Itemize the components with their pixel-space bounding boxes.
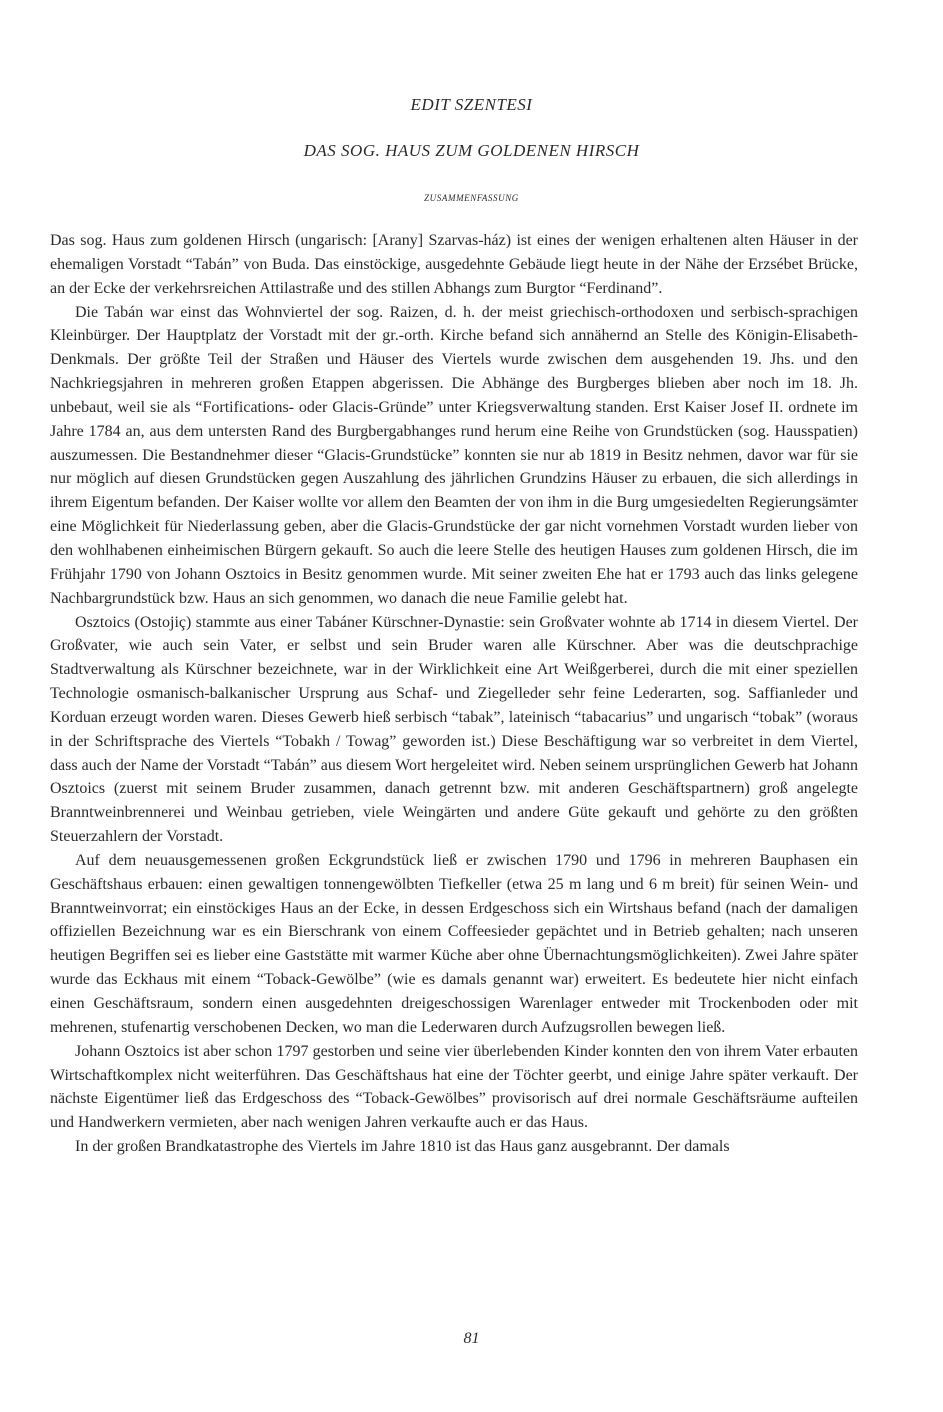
article-body — [50, 229, 858, 1159]
article-title: DAS SOG. HAUS ZUM GOLDENEN HIRSCH — [303, 141, 640, 160]
paragraph: Das sog. Haus zum goldenen Hirsch (ungarisch: [Arany] Szarvas-ház) ist eines der wenigen erhaltenen alten Häuser in der ehemaligen Vorstadt “Tabán” von Buda. Das einstöckige, ausgedehnte Gebäude liegt heute in der Nähe der Erzsébet Brücke, an der Ecke der verkehrsreichen Attilastraße und des stillen Abhangs zum Burgtor “Ferdinand”. — [50, 232, 858, 297]
section-subtitle: ZUSAMMENFASSUNG — [424, 193, 519, 203]
paragraph: Die Tabán war einst das Wohnviertel der sog. Raizen, d. h. der meist griechisch-orthodoxen und serbisch-sprachigen Kleinbürger. Der Hauptplatz der Vorstadt mit der gr.-orth. Kirche befand sich annähernd an Stelle des Königin-Elisabeth-Denkmals. Der größte Teil der Straßen und Häuser des Viertels wurde zwischen dem ausgehenden 19. Jhs. und den Nachkriegsjahren in mehreren großen Etappen abgerissen. Die Abhänge des Burgberges blieben aber noch im 18. Jh. unbebaut, weil sie als “Fortifications- oder Glacis-Gründe” unter Kriegsverwaltung standen. Erst Kaiser Josef II. ordnete im Jahre 1784 an, aus dem untersten Rand des Burgbergabhanges rund herum eine Reihe von Grundstücken (sog. Hausspatien) auszumessen. Die Bestandnehmer dieser “Glacis-Grundstücke” konnten sie nur ab 1819 in Besitz nehmen, davor war für sie nur möglich auf diesen Grundstücken gegen Auszahlung des jährlichen Grundzins Häuser zu erbauen, die sich allerdings in ihrem Eigentum befanden. Der Kaiser wollte vor allem den Beamten der von ihm in die Burg umgesiedelten Regierungsämter eine Möglichkeit für Niederlassung geben, aber die Glacis-Grundstücke der gar nicht vornehmen Vorstadt wurden lieber von den wohlhabenen einheimischen Bürgern gekauft. So auch die leere Stelle des heutigen Hauses zum goldenen Hirsch, die im Frühjahr 1790 von Johann Osztoics in Besitz genommen wurde. Mit seiner zweiten Ehe hat er 1793 auch das links gelegene Nachbargrundstück bzw. Haus an sich genommen, wo danach die neue Familie gelebt hat. — [50, 303, 858, 607]
paragraph: Auf dem neuausgemessenen großen Eckgrundstück ließ er zwischen 1790 und 1796 in mehreren Bauphasen ein Geschäftshaus erbauen: einen gewaltigen tonnengewölbten Tiefkeller (etwa 25 m lang und 6 m breit) für seinen Wein- und Branntweinvorrat; ein einstöckiges Haus an der Ecke, in dessen Erdgeschoss sich ein Wirtshaus befand (nach der damaligen offiziellen Bezeichnung war es ein Bierschrank von einem Coffeesieder gepächtet und in Betrieb gehalten; nach unseren heutigen Begriffen sei es lieber eine Gaststätte mit warmer Küche aber ohne Übernachtungsmöglichkeiten). Zwei Jahre später wurde das Eckhaus mit einem “Toback-Gewölbe” (wie es damals genannt war) erweitert. Es bedeutete hier nicht einfach einen Geschäftsraum, sondern einen ausgedehnten dreigeschossigen Warenlager entweder mit Trockenboden oder mit mehrenen, stufenartig verschobenen Decken, wo man die Lederwaren durch Aufzugsrollen bewegen ließ. — [50, 851, 858, 1036]
author-name: EDIT SZENTESI — [410, 95, 533, 114]
paragraph: Osztoics (Ostojiç) stammte aus einer Tabáner Kürschner-Dynastie: sein Großvater wohnte ab 1714 in diesem Viertel. Der Großvater, wie auch sein Vater, er selbst und sein Bruder waren alle Kürschner. Aber was die deutschprachige Stadtverwaltung als Kürschner bezeichnete, war in der Wirklichkeit eine Art Weißgerberei, durch die mit einer speziellen Technologie osmanisch-balkanischer Ursprung aus Schaf- und Ziegelleder sehr feine Lederarten, sog. Saffianleder und Korduan erzeugt worden waren. Dieses Gewerb hieß serbisch “tabak”, lateinisch “tabacarius” und ungarisch “tobak” (woraus in der Schriftsprache des Viertels “Tobakh / Towag” geworden ist.) Diese Beschäftigung war so verbreitet in dem Viertel, dass auch der Name der Vorstadt “Tabán” aus diesem Wort hergeleitet wird. Neben seinem ursprünglichen Gewerb hat Johann Osztoics (zuerst mit seinem Bruder zusammen, danach getrennt bzw. mit anderen Geschäftspartnern) groß angelegte Branntweinbrennerei und Weinbau getrieben, viele Weingärten und andere Güte gekauft und gehörte zu den größten Steuerzahlern der Vorstadt. — [50, 613, 858, 846]
page-number: 81 — [463, 1330, 480, 1347]
paragraph: In der großen Brandkatastrophe des Viertels im Jahre 1810 ist das Haus ganz ausgebrannt. Der damals — [75, 1138, 730, 1156]
paragraph: Johann Osztoics ist aber schon 1797 gestorben und seine vier überlebenden Kinder konnten den von ihrem Vater erbauten Wirtschaftkomplex nicht weiterführen. Das Geschäftshaus hat eine der Töchter geerbt, und einige Jahre später verkauft. Der nächste Eigentümer ließ das Erdgeschoss des “Toback-Gewölbes” provisorisch auf drei normale Geschäftsräume aufteilen und Handwerkern vermieten, aber nach wenigen Jahren verkaufte auch er das Haus. — [50, 1042, 858, 1132]
